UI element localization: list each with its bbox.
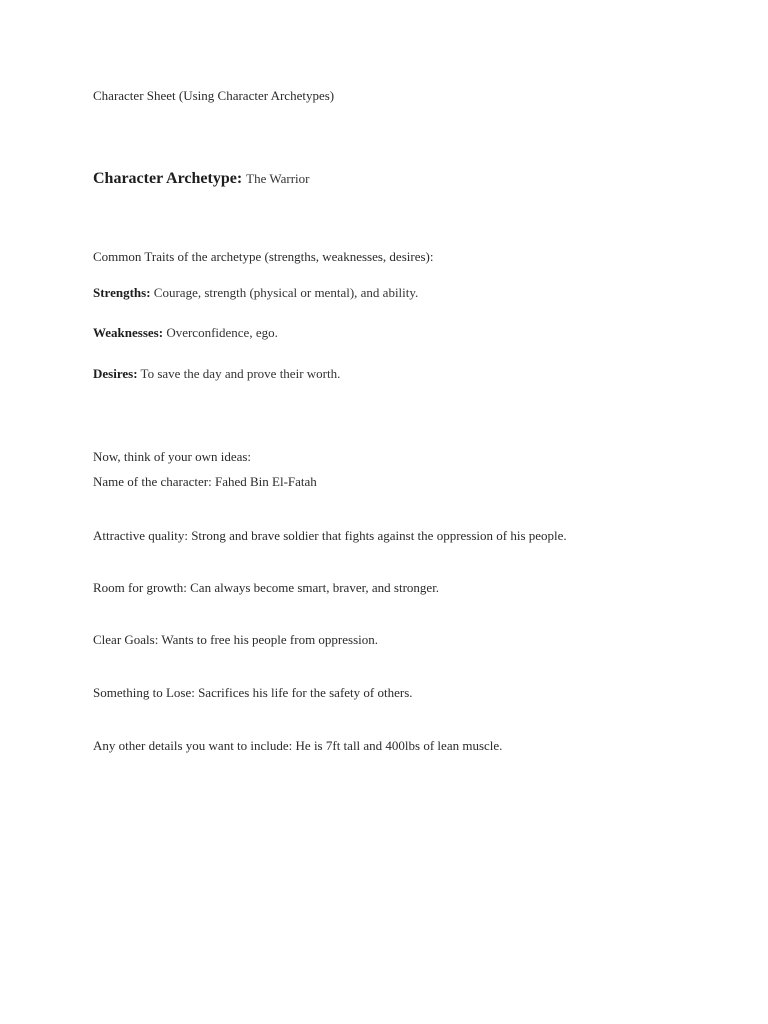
something-to-lose-line: Something to Lose: Sacrifices his life for the safety of others. [93, 685, 413, 700]
character-name-line: Name of the character: Fahed Bin El-Fatah [93, 474, 317, 489]
traits-intro: Common Traits of the archetype (strengths, weaknesses, desires): [93, 249, 434, 264]
desires-label: Desires: [93, 366, 138, 381]
strengths-value: Courage, strength (physical or mental), and ability. [153, 285, 419, 300]
weaknesses-line [93, 325, 278, 341]
attractive-quality-line: Attractive quality: Strong and brave soldier that fights against the oppression of his people. [93, 528, 567, 543]
archetype-label: Character Archetype: [93, 170, 243, 187]
archetype-value: The Warrior [246, 171, 310, 186]
strengths-label: Strengths: [93, 285, 151, 300]
weaknesses-label: Weaknesses: [93, 325, 164, 340]
strengths-line [93, 285, 418, 301]
document-title: Character Sheet (Using Character Archetypes) [93, 88, 335, 103]
other-details-line: Any other details you want to include: He is 7ft tall and 400lbs of lean muscle. [93, 738, 503, 753]
own-ideas-intro: Now, think of your own ideas: [93, 449, 252, 464]
desires-line [93, 366, 340, 382]
room-for-growth-line: Room for growth: Can always become smart, braver, and stronger. [93, 580, 440, 595]
desires-value: To save the day and prove their worth. [140, 366, 341, 381]
archetype-line [93, 170, 309, 188]
clear-goals-line: Clear Goals: Wants to free his people from oppression. [93, 632, 379, 647]
weaknesses-value: Overconfidence, ego. [166, 325, 278, 340]
